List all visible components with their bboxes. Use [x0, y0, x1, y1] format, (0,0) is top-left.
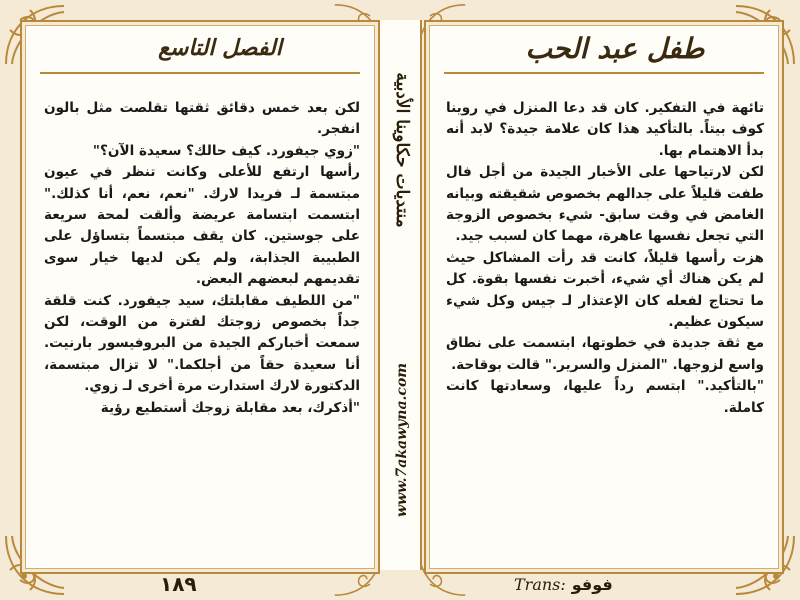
chapter-title: الفصل التاسع [158, 35, 282, 61]
paragraph: "بالتأكيد." ابتسم رداً عليها، وسعادتها كانت كاملة. [446, 378, 764, 416]
translator-credit [514, 575, 613, 594]
paragraph: "من اللطيف مقابلتك، سيد جيفورد. كنت قلقة جداً بخصوص زوجتك لفترة من الوقت، لكن سمعت أخباركم الجيدة من البروفيسور بارنيت. أنا سعيدة حقاً من أجلكما." لا تزال مبتسمة، الدكتورة لارك استدارت مرة أخرى لـ زوي. [44, 292, 360, 395]
book-title: طفل عبد الحب [525, 31, 705, 65]
right-page-body [446, 98, 764, 419]
header-divider [40, 72, 360, 74]
website-url: www.7akawyna.com [394, 362, 410, 518]
translator-name: فوفو [571, 575, 613, 594]
left-page-body [44, 98, 360, 419]
header-divider [444, 72, 764, 74]
paragraph: رأسها ارتفع للأعلى وكانت تنظر في عيون مبتسمة لـ فريدا لارك. "نعم، نعم، أنا كذلك." ابتسمت ابتسامة عريضة وألقت لمحة سريعة على جوستين. كان يقف مبتسماً بتساؤل على الطبيبة الجذابة، ولم يكن لديها خيار سوى تقديمهم لبعضهم البعض. [44, 164, 360, 288]
paragraph: "أذكرك، بعد مقابلة زوجك أستطيع رؤية [100, 399, 360, 416]
page-number: ١٨٩ [160, 572, 197, 596]
paragraph: تائهة في التفكير. كان قد دعا المنزل في روينا كوف بيتاً. بالتأكيد هذا كان علامة جيدة؟ لابد أنه بدأ الاهتمام بها. [446, 100, 764, 159]
paragraph: لكن بعد خمس دقائق ثقتها تقلصت مثل بالون انفجر. [44, 100, 360, 138]
trans-label: Trans: [514, 575, 566, 594]
paragraph: مع ثقة جديدة في خطوتها، ابتسمت على نطاق واسع لزوجها. "المنزل والسرير." قالت بوقاحة. [446, 335, 764, 373]
book-header [510, 26, 720, 70]
right-page [400, 0, 800, 600]
paragraph: هزت رأسها قليلاً، كانت قد رأت المشاكل حيث لم يكن هناك أي شيء، أخبرت نفسها بقوة. كل ما تحتاج لفعله كان الإعتذار لـ جيس وكل شيء سيكون عظيم. [446, 249, 764, 331]
paragraph: "زوي جيفورد. كيف حالك؟ سعيدة الآن؟" [92, 142, 360, 159]
forum-name: منتديات حكاوينا الأدبية [392, 72, 412, 228]
paragraph: لكن لارتياحها على الأخبار الجيدة من أجل فال طفت قليلاً على جدالهم بخصوص شقيقته وبيانه الغامض في وقت سابق- شيء بخصوص الزوجة التي تجعل نفسها عاهرة، مهما كان لسبب جيد. [446, 164, 764, 245]
chapter-header [120, 26, 320, 70]
